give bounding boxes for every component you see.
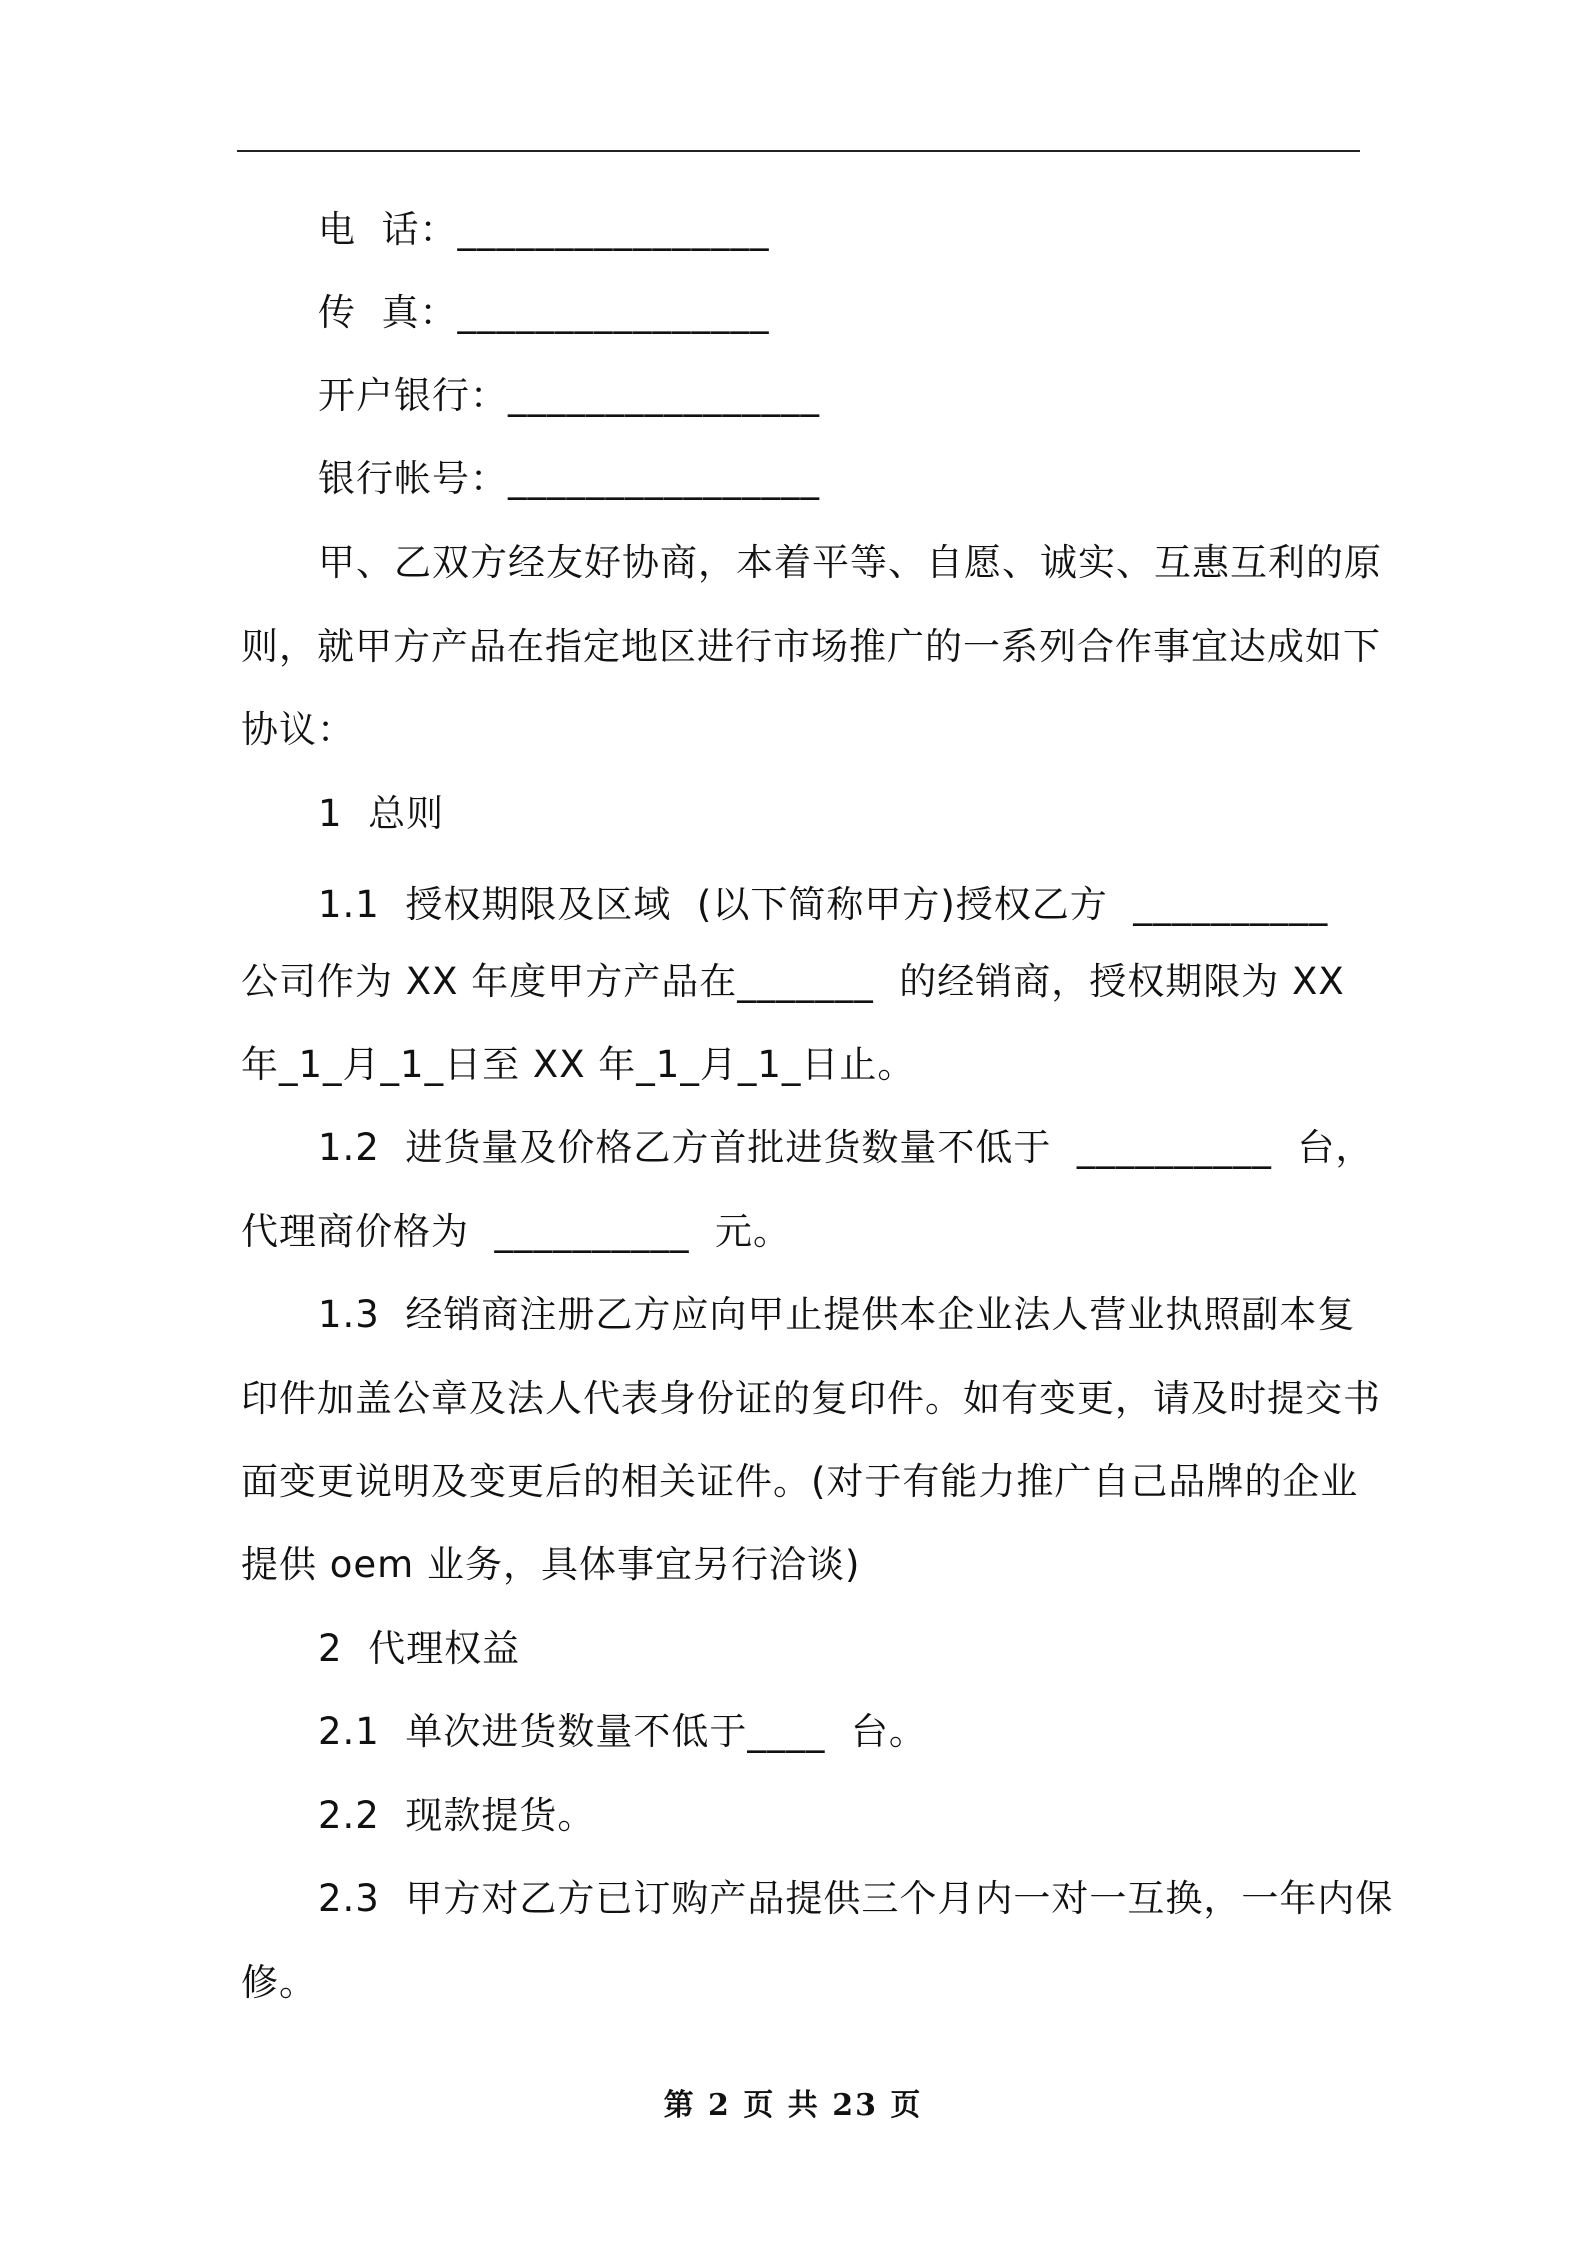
bank-field: 开户银行：________________ [318, 374, 820, 417]
clause-1-1-line-2: 公司作为 XX 年度甲方产品在_______ 的经销商，授权期限为 XX [241, 960, 1345, 1003]
clause-1-3-line-1: 1.3 经销商注册乙方应向甲止提供本企业法人营业执照副本复 [318, 1293, 1356, 1336]
clause-1-1-line-1: 1.1 授权期限及区域 (以下简称甲方)授权乙方 __________ [318, 883, 1329, 926]
clause-2-2: 2.2 现款提货。 [318, 1794, 596, 1837]
clause-2-1: 2.1 单次进货数量不低于____ 台。 [318, 1710, 927, 1753]
clause-1-3-line-4: 提供 oem 业务，具体事宜另行洽谈) [241, 1543, 861, 1586]
fax-field: 传 真：________________ [318, 291, 770, 334]
intro-line-3: 协议： [241, 708, 355, 751]
phone-field: 电 话：________________ [318, 208, 770, 251]
clause-2-3-line-2: 修。 [241, 1961, 317, 2004]
account-field: 银行帐号：________________ [318, 457, 820, 500]
section-2-heading: 2 代理权益 [318, 1627, 521, 1670]
clause-1-2-line-2: 代理商价格为 __________ 元。 [241, 1210, 792, 1253]
page-footer: 第 2 页 共 23 页 [663, 2088, 923, 2123]
clause-1-3-line-2: 印件加盖公章及法人代表身份证的复印件。如有变更，请及时提交书 [241, 1377, 1381, 1420]
clause-1-1-line-3: 年_1_月_1_日至 XX 年_1_月_1_日止。 [241, 1043, 916, 1086]
clause-2-3-line-1: 2.3 甲方对乙方已订购产品提供三个月内一对一互换，一年内保 [318, 1877, 1394, 1920]
section-1-heading: 1 总则 [318, 792, 445, 835]
clause-1-2-line-1: 1.2 进货量及价格乙方首批进货数量不低于 __________ 台， [318, 1126, 1374, 1169]
intro-line-2: 则，就甲方产品在指定地区进行市场推广的一系列合作事宜达成如下 [241, 625, 1381, 668]
clause-1-3-line-3: 面变更说明及变更后的相关证件。(对于有能力推广自己品牌的企业 [241, 1460, 1359, 1503]
intro-line-1: 甲、乙双方经友好协商，本着平等、自愿、诚实、互惠互利的原 [318, 541, 1382, 584]
header-rule [237, 150, 1360, 152]
